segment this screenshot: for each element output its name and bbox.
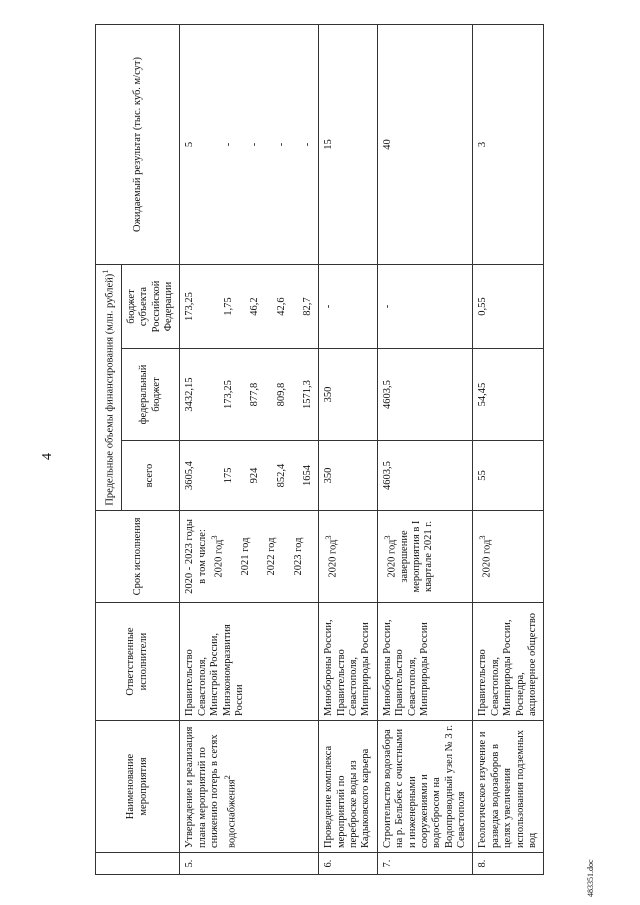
row-federal: 54,45 <box>473 349 544 441</box>
header-financing-text: Предельные объемы финансирования (млн. рублей) <box>104 273 116 506</box>
federal-value: 877,8 <box>249 382 261 407</box>
row-total: 350 <box>319 441 378 511</box>
result-value: 5 <box>184 141 196 148</box>
regional-value: 46,2 <box>249 297 261 316</box>
row-term <box>180 511 319 603</box>
row-number: 7. <box>377 853 473 875</box>
footnote-sup: 3 <box>323 535 334 540</box>
total-value: 852,4 <box>275 463 287 488</box>
table-header-row <box>96 24 122 874</box>
table-row <box>473 24 544 874</box>
header-total: всего <box>121 441 180 511</box>
resp-line: Правительство Севастополя, <box>477 649 501 716</box>
result-value: - <box>275 142 287 147</box>
term-line: 2020 год$^3$ <box>209 535 225 578</box>
table-row <box>319 24 378 874</box>
row-name: Проведение комплекса мероприятий по переброске воды из Кадыковского карьера <box>319 721 378 853</box>
row-name <box>180 721 319 853</box>
total-value: 3605,4 <box>184 461 196 490</box>
row-number: 6. <box>319 853 378 875</box>
row-regional <box>180 264 319 348</box>
regional-value: 42,6 <box>275 297 287 316</box>
row-regional: - <box>377 264 473 348</box>
page-number: 4 <box>40 453 55 460</box>
row-name-text: Утверждение и реализация плана мероприятий по снижению потерь в сетях водоснабжения <box>184 726 237 848</box>
row-number: 8. <box>473 853 544 875</box>
term-line: 2020 - 2023 годы <box>184 519 196 594</box>
term-line: завершение мероприятия в I квартале 2021 г. <box>398 520 435 593</box>
row-responsible <box>180 603 319 721</box>
resp-line: Правительство Севастополя, <box>184 649 208 716</box>
row-term <box>473 511 544 603</box>
resp-line: Минприроды России <box>418 622 430 716</box>
regional-value: 82,7 <box>301 297 313 316</box>
row-name: Геологическое изучение и разведка водозаборов в целях увеличения использования подземных вод <box>473 721 544 853</box>
row-total: 4603,5 <box>377 441 473 511</box>
measures-table <box>95 24 544 875</box>
federal-value: 173,25 <box>222 380 234 409</box>
federal-value: 809,8 <box>275 382 287 407</box>
header-regional: бюджет субъекта Российской Федерации <box>121 264 180 348</box>
row-regional: 0,55 <box>473 264 544 348</box>
row-term <box>319 511 378 603</box>
row-name-sup: 2 <box>221 775 232 780</box>
row-federal <box>180 349 319 441</box>
row-number: 5. <box>180 853 319 875</box>
row-responsible <box>377 603 473 721</box>
term-line: 2023 год <box>292 537 304 576</box>
header-responsible: Ответственные исполнители <box>96 603 180 721</box>
resp-line: акционерное общество <box>526 612 538 716</box>
row-responsible <box>319 603 378 721</box>
row-federal: 4603,5 <box>377 349 473 441</box>
federal-value: 1571,3 <box>301 380 313 409</box>
term-line: 2020 год <box>327 539 339 578</box>
row-total <box>180 441 319 511</box>
resp-line: Правительство Севастополя, <box>394 649 418 716</box>
header-result: Ожидаемый результат (тыс. куб. м/сут) <box>96 24 180 264</box>
row-federal: 350 <box>319 349 378 441</box>
header-financing <box>96 264 122 510</box>
table-row <box>180 24 319 874</box>
total-value: 924 <box>249 467 261 484</box>
row-result: 3 <box>473 24 544 264</box>
resp-line: Минстрой России, <box>209 633 221 716</box>
term-line: в том числе: <box>196 529 208 584</box>
total-value: 1654 <box>301 465 313 486</box>
row-result <box>180 24 319 264</box>
term-line: 2020 год <box>481 539 493 578</box>
resp-line: Правительство Севастополя, <box>335 649 359 716</box>
row-term <box>377 511 473 603</box>
header-term: Срок исполнения <box>96 511 180 603</box>
result-value: - <box>301 142 313 147</box>
header-num <box>96 853 180 875</box>
row-responsible <box>473 603 544 721</box>
regional-value: 173,25 <box>184 292 196 321</box>
term-line: 2022 год <box>266 537 278 576</box>
footnote-sup: 3 <box>209 535 220 540</box>
result-value: - <box>249 142 261 147</box>
resp-line: Роснедра, <box>514 672 526 716</box>
row-result: 15 <box>319 24 378 264</box>
document-code: 483351.doc <box>586 859 595 897</box>
resp-line: Минприроды России, <box>502 619 514 716</box>
row-result: 40 <box>377 24 473 264</box>
header-financing-sup: 1 <box>100 269 110 274</box>
result-value: - <box>222 142 234 147</box>
term-line: 2021 год <box>240 537 251 576</box>
header-federal: федеральный бюджет <box>121 349 180 441</box>
federal-value: 3432,15 <box>184 377 196 412</box>
footnote-sup: 3 <box>477 535 488 540</box>
footnote-sup: 3 <box>381 535 392 540</box>
term-line: 2020 год$^3$ <box>381 535 398 578</box>
total-value: 175 <box>222 467 234 484</box>
table-row <box>377 24 473 874</box>
resp-line: Минэкономразвития России <box>221 624 245 716</box>
resp-line: Минобороны России, <box>381 619 393 716</box>
resp-line: Минприроды России <box>360 622 372 716</box>
row-total: 55 <box>473 441 544 511</box>
regional-value: 1,75 <box>222 297 234 316</box>
row-regional: - <box>319 264 378 348</box>
header-name: Наименование мероприятия <box>96 721 180 853</box>
row-name: Строительство водозабора на р. Бельбек с очистными и инженерными сооружениями и водосбросом на Водопроводный узел № 3 г. Севастополя <box>377 721 473 853</box>
resp-line: Минобороны России, <box>323 619 335 716</box>
